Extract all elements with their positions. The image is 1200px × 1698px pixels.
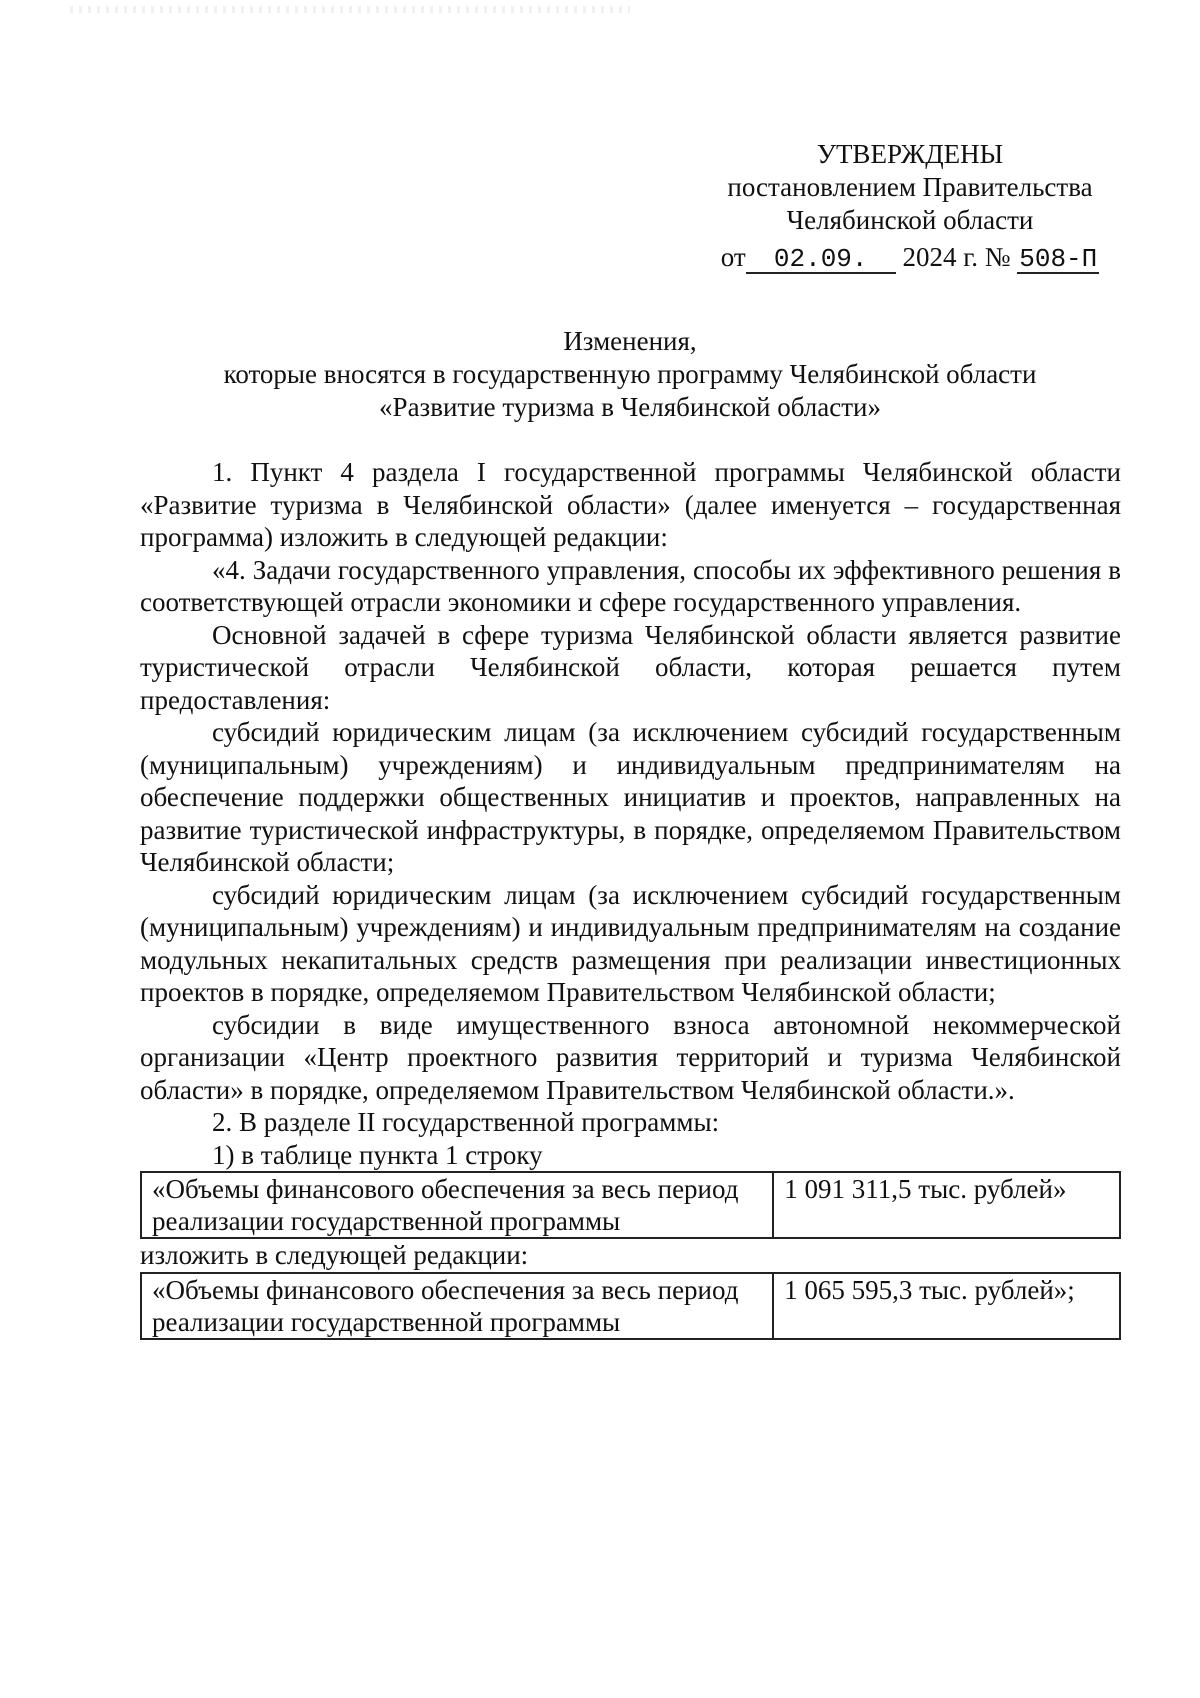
table-new-value: 1 065 595,3 тыс. рублей»; <box>773 1273 1120 1339</box>
paragraph-4: субсидий юридическим лицам (за исключением субсидий государственным (муниципальным) учреждениям) и индивидуальным предпринимателям на обеспечение поддержки общественных инициатив и проектов, направленных на развитие туристической инфраструктуры, в порядке, определяемом Правительством Челябинской области; <box>140 717 1121 877</box>
date-prefix: от <box>720 242 746 272</box>
paragraph-5: субсидий юридическим лицам (за исключением субсидий государственным (муниципальным) учреждениям) и индивидуальным предпринимателям на создание модульных некапитальных средств размещения при реализации инвестиционных проектов в порядке, определяемом Правительством Челябинской области; <box>140 879 1121 1007</box>
middle-text: изложить в следующей редакции: <box>140 1240 529 1270</box>
table-new-row <box>140 1272 1121 1340</box>
decree-number: 508-П <box>1019 244 1098 274</box>
approval-line-2: постановлением Правительства <box>727 172 1093 202</box>
decree-date: 02.09. <box>746 246 896 274</box>
table-old-row <box>140 1171 1121 1239</box>
table-new-label: «Объемы финансового обеспечения за весь период реализации государственной программы <box>141 1273 773 1339</box>
document-title <box>140 325 1120 424</box>
approval-date-line <box>700 241 1120 274</box>
table-old-value: 1 091 311,5 тыс. рублей» <box>773 1172 1120 1238</box>
approval-block <box>700 138 1120 274</box>
paragraph-6: субсидии в виде имущественного взноса автономной некоммерческой организации «Центр проектного развития территорий и туризма Челябинской области» в порядке, определяемом Правительством Челябинской области.». <box>140 1009 1121 1105</box>
paragraph-2: «4. Задачи государственного управления, способы их эффективного решения в соответствующей отрасли экономики и сфере государственного управления. <box>140 554 1121 617</box>
table-row <box>141 1172 1120 1238</box>
decree-year: 2024 г. № <box>902 242 1011 272</box>
title-line-1: Изменения, <box>563 326 697 356</box>
document-body <box>140 456 1121 1340</box>
title-line-2: которые вносятся в государственную программу Челябинской области <box>223 359 1037 389</box>
scan-artifact <box>70 6 630 13</box>
table-row <box>141 1273 1120 1339</box>
title-line-3: «Развитие туризма в Челябинской области» <box>379 392 881 422</box>
paragraph-7: 2. В разделе II государственной программы: <box>212 1107 720 1137</box>
approval-title: УТВЕРЖДЕНЫ <box>816 139 1004 169</box>
paragraph-3: Основной задачей в сфере туризма Челябинской области является развитие туристической отрасли Челябинской области, которая решается путем предоставления: <box>140 619 1121 715</box>
paragraph-8: 1) в таблице пункта 1 строку <box>212 1139 543 1170</box>
paragraph-1: 1. Пункт 4 раздела I государственной программы Челябинской области «Развитие туризма в Челябинской области» (далее именуется – государственная программа) изложить в следующей редакции: <box>140 457 1121 552</box>
approval-line-3: Челябинской области <box>786 205 1034 235</box>
table-old-label: «Объемы финансового обеспечения за весь период реализации государственной программы <box>141 1172 773 1238</box>
